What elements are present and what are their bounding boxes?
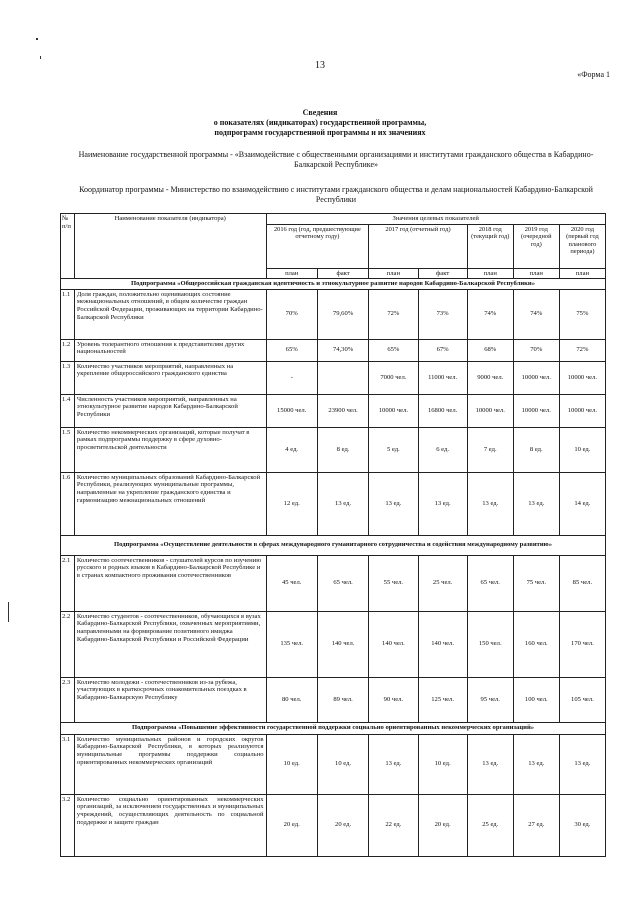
indicator-name: Количество соотечественников - слушателей курсов по изучению русского и родных языков в Кабардино-Балкарской Республике и в странах компактного проживания соотечественников	[74, 555, 266, 611]
value-2017-fact: 16800 чел.	[418, 394, 467, 427]
table-row	[61, 361, 606, 394]
value-2016-plan: 80 чел.	[266, 677, 317, 722]
table-row	[61, 472, 606, 535]
value-2020-plan: 30 ед.	[559, 794, 605, 856]
value-2019-plan: 10000 чел.	[513, 361, 559, 394]
row-number: 1.5	[61, 427, 75, 472]
row-number: 1.1	[61, 289, 75, 339]
value-2018-plan: 150 чел.	[467, 611, 513, 677]
header-year-2017: 2017 год (отчетный год)	[369, 224, 467, 268]
value-2020-plan: 14 ед.	[559, 472, 605, 535]
value-2016-fact: 89 чел.	[317, 677, 368, 722]
subprogram-title: Подпрограмма «Повышение эффективности государственной поддержки социально ориентированных некоммерческих организаций»	[61, 722, 606, 734]
value-2018-plan: 68%	[467, 339, 513, 361]
value-2017-fact: 10 ед.	[418, 734, 467, 794]
value-2017-plan: 55 чел.	[369, 555, 418, 611]
value-2017-plan: 13 ед.	[369, 472, 418, 535]
table-row	[61, 339, 606, 361]
value-2017-plan: 5 ед.	[369, 427, 418, 472]
value-2018-plan: 65 чел.	[467, 555, 513, 611]
header-fact: факт	[317, 268, 368, 279]
value-2017-plan: 72%	[369, 289, 418, 339]
value-2016-fact: 65 чел.	[317, 555, 368, 611]
row-number: 3.1	[61, 734, 75, 794]
value-2020-plan: 72%	[559, 339, 605, 361]
value-2017-fact: 11000 чел.	[418, 361, 467, 394]
program-name: Наименование государственной программы - «Взаимодействие с общественными организациями и институтами гражданского общества в Кабардино-Балкарской Республике»	[78, 150, 594, 169]
table-row	[61, 734, 606, 794]
value-2020-plan: 105 чел.	[559, 677, 605, 722]
header-plan: план	[559, 268, 605, 279]
value-2016-fact: 140 чел.	[317, 611, 368, 677]
value-2017-plan: 140 чел.	[369, 611, 418, 677]
value-2017-plan: 13 ед.	[369, 734, 418, 794]
document-title	[60, 108, 580, 138]
value-2017-plan: 10000 чел.	[369, 394, 418, 427]
value-2019-plan: 8 ед.	[513, 427, 559, 472]
indicator-name: Количество молодежи - соотечественников из-за рубежа, участвующих в краткосрочных ознакомительных поездках в Кабардино-Балкарскую Республику	[74, 677, 266, 722]
value-2020-plan: 85 чел.	[559, 555, 605, 611]
header-plan: план	[513, 268, 559, 279]
table-row	[61, 394, 606, 427]
header-plan: план	[266, 268, 317, 279]
indicator-name: Количество студентов - соотечественников, обучающихся в вузах Кабардино-Балкарской Республики, охваченных мероприятиями, направленными на формирование позитивного имиджа Кабардино-Балкарской Республики и Российской Федерации	[74, 611, 266, 677]
value-2019-plan: 10000 чел.	[513, 394, 559, 427]
value-2016-plan: 45 чел.	[266, 555, 317, 611]
value-2018-plan: 13 ед.	[467, 734, 513, 794]
value-2018-plan: 9000 чел.	[467, 361, 513, 394]
value-2020-plan: 10000 чел.	[559, 394, 605, 427]
header-target-values: Значения целевых показателей	[266, 214, 605, 225]
value-2016-plan: 12 ед.	[266, 472, 317, 535]
header-plan: план	[369, 268, 418, 279]
value-2020-plan: 10000 чел.	[559, 361, 605, 394]
table-row	[61, 427, 606, 472]
value-2016-fact: 10 ед.	[317, 734, 368, 794]
value-2019-plan: 13 ед.	[513, 734, 559, 794]
indicator-name: Количество участников мероприятий, направленных на укрепление общероссийского гражданского единства	[74, 361, 266, 394]
indicator-name: Численность участников мероприятий, направленных на этнокультурное развитие народов Кабардино-Балкарской Республики	[74, 394, 266, 427]
row-number: 2.3	[61, 677, 75, 722]
value-2018-plan: 10000 чел.	[467, 394, 513, 427]
title-line: о показателях (индикаторах) государственной программы,	[213, 118, 427, 127]
row-number: 1.6	[61, 472, 75, 535]
value-2017-fact: 13 ед.	[418, 472, 467, 535]
value-2017-fact: 125 чел.	[418, 677, 467, 722]
table-row	[61, 794, 606, 856]
row-number: 3.2	[61, 794, 75, 856]
value-2016-fact: 79,60%	[317, 289, 368, 339]
value-2016-plan: 4 ед.	[266, 427, 317, 472]
title-line: подпрограмм государственной программы и их значениях	[214, 128, 426, 137]
scan-mark	[8, 602, 9, 622]
table-row	[61, 611, 606, 677]
header-year-2016: 2016 год (год, предшествующие отчетному году)	[266, 224, 369, 268]
value-2016-plan: 135 чел.	[266, 611, 317, 677]
row-number: 1.3	[61, 361, 75, 394]
value-2017-fact: 20 ед.	[418, 794, 467, 856]
value-2016-fact	[317, 361, 368, 394]
value-2019-plan: 160 чел.	[513, 611, 559, 677]
value-2019-plan: 74%	[513, 289, 559, 339]
value-2017-fact: 6 ед.	[418, 427, 467, 472]
value-2017-fact: 67%	[418, 339, 467, 361]
subprogram-title: Подпрограмма «Осуществление деятельности в сферах международного гуманитарного сотрудничества и содействия международному развитию»	[61, 535, 606, 555]
value-2016-plan: -	[266, 361, 317, 394]
program-coordinator: Координатор программы - Министерство по взаимодействию с институтами гражданского общества и делам национальностей Кабардино-Балкарской Республики	[79, 185, 593, 204]
value-2017-fact: 140 чел.	[418, 611, 467, 677]
row-number: 1.4	[61, 394, 75, 427]
value-2017-fact: 73%	[418, 289, 467, 339]
row-number: 1.2	[61, 339, 75, 361]
table-row	[61, 555, 606, 611]
value-2016-fact: 74,30%	[317, 339, 368, 361]
value-2019-plan: 75 чел.	[513, 555, 559, 611]
value-2017-fact: 25 чел.	[418, 555, 467, 611]
header-indicator-name: Наименование показателя (индикатора)	[74, 214, 266, 279]
value-2018-plan: 13 ед.	[467, 472, 513, 535]
scan-mark	[40, 56, 41, 59]
title-line: Сведения	[302, 108, 338, 117]
header-fact: факт	[418, 268, 467, 279]
value-2016-fact: 13 ед.	[317, 472, 368, 535]
value-2017-plan: 7000 чел.	[369, 361, 418, 394]
indicator-name: Количество некоммерческих организаций, которые получат в рамках подпрограммы поддержку в сфере духовно-просветительской деятельности	[74, 427, 266, 472]
row-number: 2.2	[61, 611, 75, 677]
value-2019-plan: 27 ед.	[513, 794, 559, 856]
indicator-name: Количество муниципальных образований Кабардино-Балкарской Республики, реализующих муниципальные программы, направленные на укрепление гражданского единства и гармонизацию межнациональных отношений	[74, 472, 266, 535]
value-2017-plan: 22 ед.	[369, 794, 418, 856]
header-row	[61, 214, 606, 225]
table-row	[61, 289, 606, 339]
value-2019-plan: 70%	[513, 339, 559, 361]
value-2019-plan: 13 ед.	[513, 472, 559, 535]
header-year-2018: 2018 год (текущий год)	[467, 224, 513, 268]
value-2018-plan: 95 чел.	[467, 677, 513, 722]
value-2019-plan: 100 чел.	[513, 677, 559, 722]
value-2016-plan: 20 ед.	[266, 794, 317, 856]
value-2016-fact: 20 ед.	[317, 794, 368, 856]
value-2020-plan: 75%	[559, 289, 605, 339]
value-2016-fact: 8 ед.	[317, 427, 368, 472]
scan-mark	[36, 38, 38, 40]
indicator-name: Уровень толерантного отношения к представителям других национальностей	[74, 339, 266, 361]
value-2020-plan: 13 ед.	[559, 734, 605, 794]
value-2018-plan: 25 ед.	[467, 794, 513, 856]
indicator-name: Количество социально ориентированных некоммерческих организаций, за исключением государственных и муниципальных учреждений, осуществляющих деятельность по социальной поддержке и защите граждан	[74, 794, 266, 856]
table-row	[61, 677, 606, 722]
indicator-name: Доля граждан, положительно оценивающих состояние межнациональных отношений, в общем количестве граждан Российской Федерации, проживающих на территории Кабардино-Балкарской Республики	[74, 289, 266, 339]
header-year-2020: 2020 год (первый год планового периода)	[559, 224, 605, 268]
row-number: 2.1	[61, 555, 75, 611]
value-2017-plan: 90 чел.	[369, 677, 418, 722]
header-plan: план	[467, 268, 513, 279]
value-2017-plan: 65%	[369, 339, 418, 361]
header-num: № п/п	[61, 214, 75, 279]
form-label: «Форма 1	[577, 70, 610, 79]
value-2020-plan: 170 чел.	[559, 611, 605, 677]
value-2016-plan: 70%	[266, 289, 317, 339]
value-2018-plan: 74%	[467, 289, 513, 339]
header-year-2019: 2019 год (очередной год)	[513, 224, 559, 268]
value-2020-plan: 10 ед.	[559, 427, 605, 472]
page-number: 13	[315, 60, 325, 71]
value-2018-plan: 7 ед.	[467, 427, 513, 472]
indicator-name: Количество муниципальных районов и городских округов Кабардино-Балкарской Республики, в которых реализуются муниципальные программы поддержки социально ориентированных некоммерческих организаций	[74, 734, 266, 794]
value-2016-plan: 10 ед.	[266, 734, 317, 794]
value-2016-fact: 23900 чел.	[317, 394, 368, 427]
indicators-table	[60, 213, 606, 857]
value-2016-plan: 65%	[266, 339, 317, 361]
subprogram-title: Подпрограмма «Общероссийская гражданская идентичность и этнокультурное развитие народов Кабардино-Балкарской Республики»	[61, 279, 606, 290]
value-2016-plan: 15000 чел.	[266, 394, 317, 427]
